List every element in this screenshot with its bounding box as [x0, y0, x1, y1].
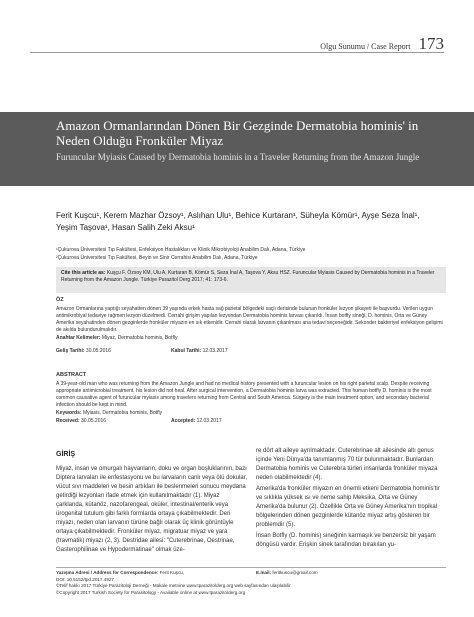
- keywords-english-values: Myiasis, Dermatobia hominis, Botfly: [82, 410, 163, 416]
- keywords-turkish: [56, 335, 446, 342]
- accepted-date-english: [171, 418, 222, 425]
- header-divider: [30, 52, 444, 53]
- title-turkish: Amazon Ormanlarından Dönen Bir Gezginde Dermatobia hominis' in Neden Olduğu Fronküler Miyaz: [56, 118, 419, 148]
- page-number: 173: [418, 34, 444, 53]
- body-paragraph: Amerika'da fronküler miyazın en önemli etkeni Dermatobia hominis'tir ve sıklıkla yüksek ısı ve neme sahip Meksika, Orta ve Güney Amerika'da bulunur (2). Özellikle Orta ve Güney Amerika'nın tropikal bölgelerinden dönen gezginlerde kütanöz miyaz artış gösteren bir problemdir (5).: [256, 486, 440, 528]
- accepted-date-turkish: [171, 348, 228, 355]
- received-label-english: Received:: [56, 418, 80, 424]
- body-column-left: [56, 450, 248, 555]
- title-banner: [0, 112, 474, 186]
- section-label: Olgu Sunumu / Case Report: [320, 42, 411, 51]
- citation-text: Kuşçu F, Özsoy KM, Ulu A, Kurtaran B, Kömür S, Seza İnal A, Taşova Y, Aksu HSZ. Furuncular Myiasis Caused by Dermatobia hominis in a Traveler Returning from the Amazon Jungle. Türkiye Parazitol Derg 2017; 41: 173-6.: [61, 270, 435, 283]
- email: [256, 570, 318, 577]
- copyright-turkish: ©Telif hakkı 2017 Türkiye Parazitoloji Derneği - Makale metnine www.tparazitolderg.org web sayfasından ulaşılabilir.: [56, 583, 292, 588]
- received-value-english: 30.05.2016: [81, 418, 107, 424]
- abstract-turkish-body: Amazon Ormanlarına yaptığı seyahatten dönen 39 yaşında erkek hasta sağ parietal bölgedeki saçlı derisinde bulunan fronküler lezyon şikayeti ile başvurdu. Verilen uygun antimikrobiyal tedaviye rağmen lezyon düzelmedi. Cerrahi girişim yapılan lezyondan Dermatobia hominis larvası çıkarıldı. İnsan botfly sineği, D. hominis, Orta ve Güney Amerika seyahatinden dönen gezginlerde fronküler miyazın en sık etkenidir. Cerrahi olarak larvanın çıkarılması ana tedavi seçeneğidir. Sekonder bakteriyel enfeksiyon gelişimi de akılda bulundurulmalıdır.: [56, 306, 443, 333]
- abstract-turkish-heading: ÖZ: [56, 297, 64, 303]
- keywords-english: [56, 410, 446, 417]
- email-label: E.mail:: [256, 570, 272, 575]
- correspondence-name: Ferit Kuşcu,: [159, 570, 185, 575]
- affiliations: [56, 246, 444, 262]
- body-paragraph: İnsan Botfly (D. hominis) sineğinin karmaşık ve benzersiz bir yaşam döngüsü vardır. Erişkin sinek tarafından bırakılan yu-: [256, 533, 436, 548]
- keywords-turkish-label: Anahtar Kelimeler:: [56, 335, 101, 341]
- received-date-turkish: [56, 348, 171, 355]
- author-line-1: Ferit Kuşcu¹, Kerem Mazhar Özsoy¹, Aslıhan Ulu¹, Behice Kurtaran¹, Süheyla Kömür¹, Ayşe Seza İnal¹,: [56, 211, 420, 220]
- keywords-english-label: Keywords:: [56, 410, 82, 416]
- keywords-turkish-values: Miyaz, Dermatobia hominis, Botfly: [101, 335, 178, 341]
- accepted-label-english: Accepted:: [171, 418, 196, 424]
- dates-english: [56, 418, 446, 425]
- author-list: [56, 210, 444, 234]
- body-paragraph: re dört alt aileye ayrılmaktadır. Cuterebrinae alt ailesinde altı genus içinde Yeni Dünya'da tanımlanmış 70 tür bulunmaktadır. Bunlardan Dermatobia hominis ve Cuterebra türleri insanlarda fronküler miyaza neden olabilmektedir (4).: [256, 448, 438, 481]
- running-header: [320, 34, 444, 54]
- accepted-value-turkish: 12.03.2017: [202, 348, 228, 354]
- correspondence-label: Yazışma Adresi / Address for Correspondence:: [56, 570, 159, 575]
- title-english: Furuncular Myiasis Caused by Dermatobia hominis in a Traveler Returning from the Amazon Jungle: [56, 152, 420, 162]
- received-date-english: [56, 418, 171, 425]
- dates-turkish: [56, 348, 446, 355]
- copyright-english: ©Copyright 2017 Turkish Society for Parasitology - Available online at www.tparazitolderg.org: [56, 589, 246, 595]
- body-column-right: [256, 447, 446, 550]
- accepted-label-turkish: Kabul Tarihi:: [171, 348, 202, 354]
- received-label-turkish: Geliş Tarihi:: [56, 348, 85, 354]
- affiliation-1: ¹Çukurova Üniversitesi Tıp Fakültesi, Enfeksiyon Hastalıkları ve Klinik Mikrobiyoloji Anabilim Dalı, Adana, Türkiye: [56, 247, 306, 253]
- received-value-turkish: 30.05.2016: [85, 348, 111, 354]
- affiliation-2: ²Çukurova Üniversitesi Tıp Fakültesi, Beyin ve Sinir Cerrahisi Anabilim Dalı, Adana, Türkiye: [56, 255, 258, 261]
- footnote: [56, 567, 446, 596]
- citation-label: Cite this article as:: [61, 270, 106, 276]
- correspondence: [56, 570, 256, 577]
- abstract-turkish: [56, 297, 446, 355]
- accepted-value-english: 12.03.2017: [196, 418, 222, 424]
- abstract-english: [56, 372, 446, 425]
- section-heading-introduction: GİRİŞ: [56, 451, 76, 458]
- body-paragraph: Miyaz, insan ve omurgalı hayvanların, doku ve organ boşluklarının, bazı Diptera larvaları ile enfestasyonu ve bu larvaların canlı veya ölü dokular, vücut sıvı maddeleri ve besin artıkları ile beslenmeleri sonucu meydana getirdiği lezyonları ifade etmek için kullanılmaktadır (1). Miyaz çarklanda, kütanöz, nazofarengeal, oküler, intestinal/enterik veya ürogenital tutulum gibi farklı formlarda ortaya çıkabilmektedir. Deri miyazı, neden olan larvanın türüne bağlı olarak üç klinik görüntüyle ortaya çıkabilmektedir. Fronküler miyaz, migratuar miyaz ve yara (travmatik) miyazı (2, 3). Destridae ailesi: "Cuterebrinae, Oestrinae, Gasterophilinae ve Hypodermatinae" olmak üze-: [56, 466, 248, 553]
- email-address[interactable]: feritkuscu@gmail.com: [272, 570, 318, 575]
- abstract-english-body: A 39-year-old man who was returning from the Amazon Jungle and had no medical history presented with a furuncular lesion on his right parietal scalp. Despite receiving appropriate antimicrobial treatment, his lesion did not heal. After surgical intervention, a Dermatobia hominis larva was extracted. This human botfly D. hominis is the most common causative agent of furuncular myiasis among travelers returning from Central and South America. Surgery is the main treatment option, and secondary bacterial infection should be kept in mind.: [56, 381, 432, 408]
- abstract-english-heading: ABSTRACT: [56, 372, 87, 378]
- author-line-2: Yeşim Taşova¹, Hasan Salih Zeki Aksu¹: [56, 223, 195, 232]
- citation-box: [56, 267, 446, 293]
- doi: DOI: 10.5152/tpd.2017.4927: [56, 576, 114, 582]
